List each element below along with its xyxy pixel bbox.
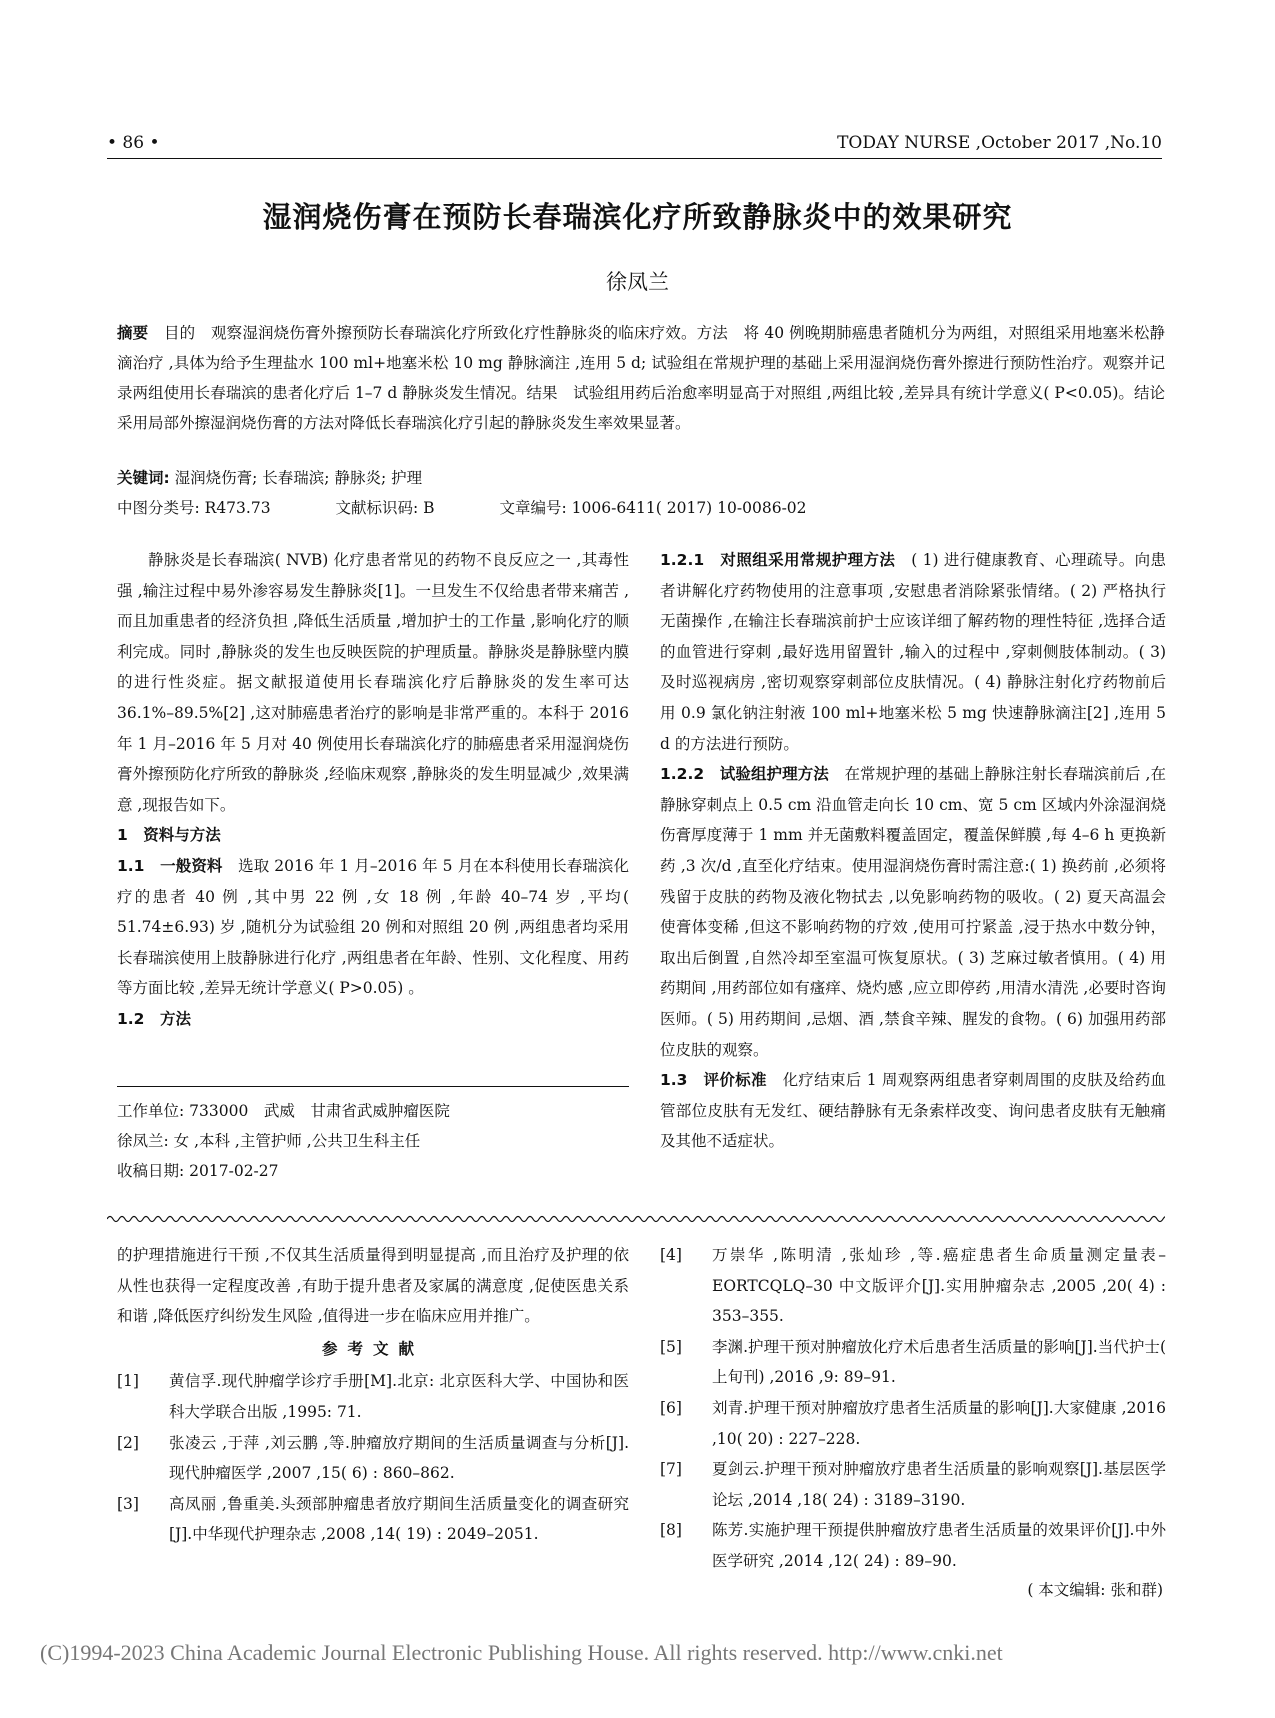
reference-text: 李渊.护理干预对肿瘤放化疗术后患者生活质量的影响[J].当代护士( 上旬刊) ,2016 ,9: 89–91.: [712, 1337, 1166, 1387]
reference-number: [5]: [660, 1337, 682, 1356]
section-1-1-label: 1.1 一般资料: [117, 856, 223, 875]
wavy-divider: [107, 1212, 1165, 1226]
reference-number: [7]: [660, 1460, 682, 1479]
reference-item: [117, 1366, 629, 1427]
reference-item: [660, 1454, 1166, 1515]
footnote-author: 徐凤兰: 女 ,本科 ,主管护师 ,公共卫生科主任: [117, 1132, 421, 1150]
section-1-3-text: 化疗结束后 1 周观察两组患者穿刺周围的皮肤及给药血管部位皮肤有无发红、硬结静脉有无条索样改变、询问患者皮肤有无触痛及其他不适症状。: [660, 1071, 1166, 1151]
abstract: [117, 318, 1181, 438]
copyright-watermark: (C)1994-2023 China Academic Journal Electronic Publishing House. All rights reserved. http://www.cnki.net: [40, 1640, 1003, 1665]
section-1-3-label: 1.3 评价标准: [660, 1071, 767, 1090]
reference-number: [2]: [117, 1433, 139, 1452]
section-1-2-1-text: ( 1) 进行健康教育、心理疏导。向患者讲解化疗药物使用的注意事项 ,安慰患者消除紧张情绪。( 2) 严格执行无菌操作 ,在输注长春瑞滨前护士应该详细了解药物的理性特征 ,选择合适的血管进行穿刺 ,最好选用留置针 ,输入的过程中 ,穿刺侧肢体制动。( 3) 及时巡视病房 ,密切观察穿刺部位皮肤情况。( 4) 静脉注射化疗药物前后用 0.9 氯化钠注射液 100 ml+地塞米松 5 mg 快速静脉滴注[2] ,连用 5 d 的方法进行预防。: [660, 551, 1166, 753]
editor-note: ( 本文编辑: 张和群): [1027, 1581, 1163, 1599]
footnote-received: 收稿日期: 2017-02-27: [117, 1162, 279, 1180]
reference-text: 高凤丽 ,鲁重美.头颈部肿瘤患者放疗期间生活质量变化的调查研究[J].中华现代护理杂志 ,2008 ,14( 19) : 2049–2051.: [169, 1494, 629, 1544]
journal-header: TODAY NURSE ,October 2017 ,No.10: [837, 133, 1162, 153]
reference-number: [4]: [660, 1246, 682, 1264]
page-number: • 86 •: [107, 133, 160, 153]
reference-text: 陈芳.实施护理干预提供肿瘤放疗患者生活质量的效果评价[J].中外医学研究 ,2014 ,12( 24) : 89–90.: [712, 1521, 1166, 1570]
footnote-rule: [117, 1086, 629, 1087]
reference-text: 刘青.护理干预对肿瘤放疗患者生活质量的影响[J].大家健康 ,2016 ,10( 20) : 227–228.: [712, 1398, 1166, 1448]
intro-paragraph: 静脉炎是长春瑞滨( NVB) 化疗患者常见的药物不良反应之一 ,其毒性强 ,输注过程中易外渗容易发生静脉炎[1]。一旦发生不仅给患者带来痛苦 ,而且加重患者的经济负担 ,降低生活质量 ,增加护士的工作量 ,影响化疗的顺利完成。同时 ,静脉炎的发生也反映医院的护理质量。静脉炎是静脉壁内膜的进行性炎症。据文献报道使用长春瑞滨化疗后静脉炎的发生率可达 36.1%–89.5%[2] ,这对肺癌患者治疗的影响是非常严重的。本科于 2016 年 1 月–2016 年 5 月对 40 例使用长春瑞滨化疗的肺癌患者采用湿润烧伤膏外擦预防化疗所致的静脉炎 ,经临床观察 ,静脉炎的发生明显减少 ,效果满意 ,现报告如下。: [117, 551, 629, 814]
header-rule: [107, 158, 1162, 159]
reference-item: [660, 1240, 1166, 1332]
left-column: [117, 545, 629, 1035]
reference-text: 万崇华 ,陈明清 ,张灿珍 ,等.癌症患者生命质量测定量表–EORTCQLQ–30 中文版评介[J].实用肿瘤杂志 ,2005 ,20( 4) : 353–355.: [712, 1246, 1166, 1326]
reference-list-right: [660, 1240, 1166, 1577]
reference-number: [3]: [117, 1494, 139, 1513]
reference-text: 黄信孚.现代肿瘤学诊疗手册[M].北京: 北京医科大学、中国协和医科大学联合出版 ,1995: 71.: [169, 1372, 629, 1421]
reference-item: [660, 1515, 1166, 1576]
references-heading: 参考文献: [321, 1339, 424, 1358]
section-1-2-heading: 1.2 方法: [117, 1009, 191, 1028]
article-title: 湿润烧伤膏在预防长春瑞滨化疗所致静脉炎中的效果研究: [262, 200, 1013, 234]
continuation-paragraph: 的护理措施进行干预 ,不仅其生活质量得到明显提高 ,而且治疗及护理的依从性也获得一定程度改善 ,有助于提升患者及家属的满意度 ,促使医患关系和谐 ,降低医疗纠纷发生风险 ,值得进一步在临床应用并推广。: [117, 1246, 629, 1326]
reference-text: 张凌云 ,于萍 ,刘云鹏 ,等.肿瘤放疗期间的生活质量调查与分析[J].现代肿瘤医学 ,2007 ,15( 6) : 860–862.: [169, 1433, 629, 1483]
section-1-2-2-text: 在常规护理的基础上静脉注射长春瑞滨前后 ,在静脉穿刺点上 0.5 cm 沿血管走向长 10 cm、宽 5 cm 区域内外涂湿润烧伤膏厚度薄于 1 mm 并无菌敷料覆盖固定，覆盖保鲜膜 ,每 4–6 h 更换新药 ,3 次/d ,直至化疗结束。使用湿润烧伤膏时需注意:( 1) 换药前 ,必须将残留于皮肤的药物及液化物拭去 ,以免影响药物的吸收。( 2) 夏天高温会使膏体变稀 ,但这不影响药物的疗效 ,使用可拧紧盖 ,浸于热水中数分钟，取出后倒置 ,自然冷却至室温可恢复原状。( 3) 芝麻过敏者慎用。( 4) 用药期间 ,用药部位如有瘙痒、烧灼感 ,应立即停药 ,用清水清洗 ,必要时咨询医师。( 5) 用药期间 ,忌烟、酒 ,禁食辛辣、腥发的食物。( 6) 加强用药部位皮肤的观察。: [660, 765, 1166, 1059]
section-1-2-1-label: 1.2.1 对照组采用常规护理方法: [660, 551, 896, 569]
section-1-2-1: [660, 545, 1166, 759]
section-1-3: [660, 1065, 1166, 1157]
reference-number: [6]: [660, 1398, 682, 1417]
reference-item: [117, 1489, 629, 1550]
right-column: [660, 545, 1166, 1157]
reference-number: [1]: [117, 1372, 139, 1391]
keywords-label: 关键词:: [117, 469, 170, 487]
section-1-2-2-label: 1.2.2 试验组护理方法: [660, 765, 829, 784]
section-1-2-2: [660, 759, 1166, 1065]
section-1-heading: 1 资料与方法: [117, 826, 221, 845]
abstract-label: 摘要: [117, 324, 149, 342]
reference-list-left: [117, 1366, 629, 1550]
bottom-right-column: [660, 1240, 1166, 1577]
reference-number: [8]: [660, 1521, 682, 1540]
reference-item: [660, 1393, 1166, 1454]
footnote-unit: 工作单位: 733000 武威 甘肃省武威肿瘤医院: [117, 1102, 450, 1120]
author-name: 徐凤兰: [606, 270, 669, 294]
keywords: [117, 466, 422, 488]
footnote: [117, 1096, 629, 1186]
article-number: 文章编号: 1006-6411( 2017) 10-0086-02: [499, 499, 807, 517]
doc-code: 文献标识码: B: [335, 499, 435, 517]
reference-item: [660, 1332, 1166, 1393]
reference-item: [117, 1428, 629, 1489]
section-1-1-text: 选取 2016 年 1 月–2016 年 5 月在本科使用长春瑞滨化疗的患者 40 例 ,其中男 22 例 ,女 18 例 ,年龄 40–74 岁 ,平均( 51.74±6.93) 岁 ,随机分为试验组 20 例和对照组 20 例 ,两组患者均采用长春瑞滨使用上肢静脉进行化疗 ,两组患者在年龄、性别、文化程度、用药等方面比较 ,差异无统计学意义( P>0.05) 。: [117, 856, 629, 998]
abstract-text: 目的 观察湿润烧伤膏外擦预防长春瑞滨化疗所致化疗性静脉炎的临床疗效。方法 将 40 例晚期肺癌患者随机分为两组，对照组采用地塞米松静滴治疗 ,具体为给予生理盐水 100 ml+地塞米松 10 mg 静脉滴注 ,连用 5 d; 试验组在常规护理的基础上采用湿润烧伤膏外擦进行预防性治疗。观察并记录两组使用长春瑞滨的患者化疗后 1–7 d 静脉炎发生情况。结果 试验组用药后治愈率明显高于对照组 ,两组比较 ,差异具有统计学意义( P<0.05)。结论 采用局部外擦湿润烧伤膏的方法对降低长春瑞滨化疗引起的静脉炎发生率效果显著。: [117, 324, 1181, 432]
classification-line: [117, 496, 1165, 518]
bottom-left-column: [117, 1240, 629, 1550]
keywords-text: 湿润烧伤膏; 长春瑞滨; 静脉炎; 护理: [174, 469, 423, 487]
section-1-1: [117, 851, 629, 1004]
clc-number: 中图分类号: R473.73: [117, 499, 271, 517]
reference-text: 夏剑云.护理干预对肿瘤放疗患者生活质量的影响观察[J].基层医学论坛 ,2014 ,18( 24) : 3189–3190.: [712, 1460, 1166, 1509]
